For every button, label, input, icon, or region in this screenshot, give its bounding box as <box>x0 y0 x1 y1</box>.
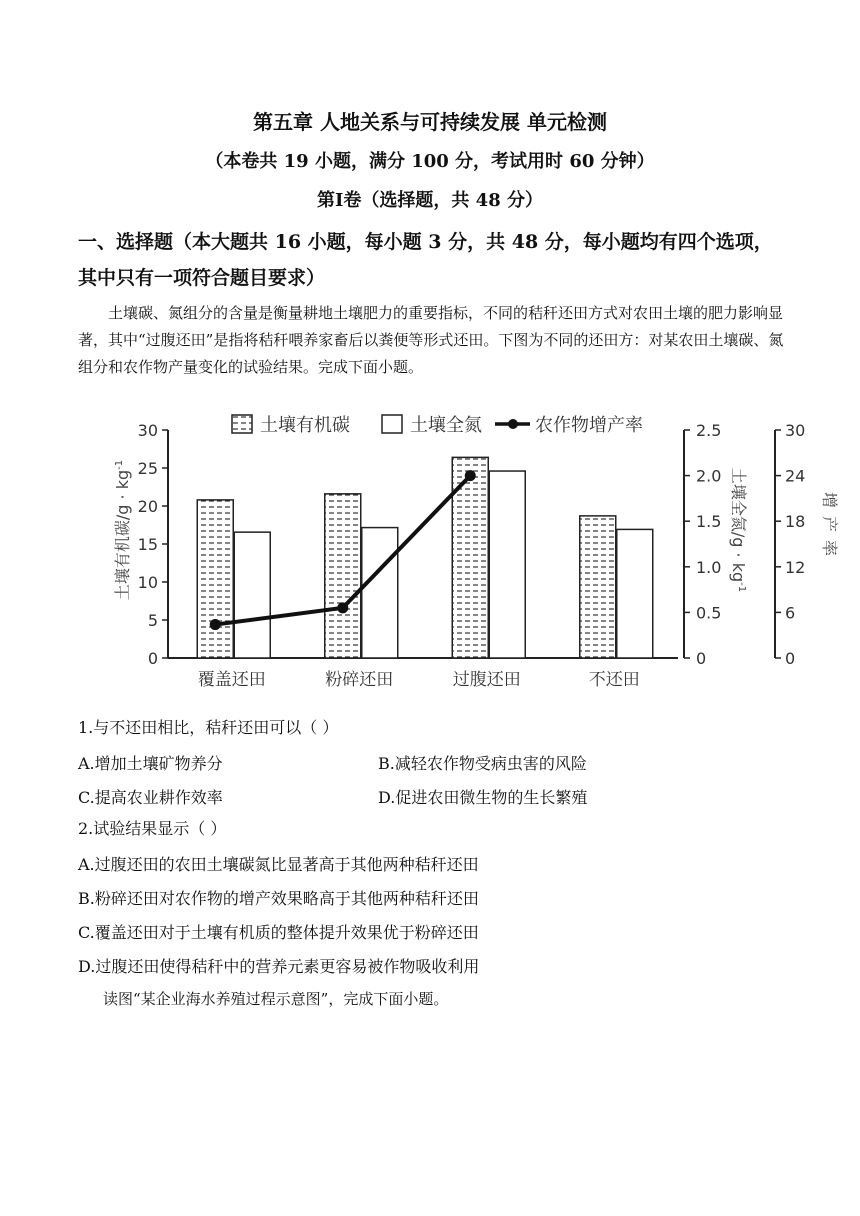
question-1-stem: 1.与不还田相比，秸秆还田可以（ ） <box>78 718 339 737</box>
question-2-stem: 2.试验结果显示（ ） <box>78 819 227 838</box>
left-tick-label: 30 <box>137 421 158 440</box>
left-tick-label: 25 <box>137 459 158 478</box>
bar-soil-total-nitrogen <box>489 471 525 658</box>
q2-option-b[interactable]: B.粉碎还田对农作物的增产效果略高于其他两种秸秆还田 <box>78 889 479 908</box>
middle-tick-label: 0.5 <box>696 603 722 623</box>
right-axis-label-char: 产 <box>820 515 839 533</box>
x-category-label: 过腹还田 <box>452 670 521 690</box>
q2-option-c[interactable]: C.覆盖还田对于土壤有机质的整体提升效果优于粉碎还田 <box>78 923 479 942</box>
legend-carbon-label: 土壤有机碳 <box>260 415 350 436</box>
left-axis-label: 土壤有机碳$/g \cdot kg^{-1}$ <box>113 459 132 601</box>
q1-option-b[interactable]: B.减轻农作物受病虫害的风险 <box>378 754 587 773</box>
middle-tick-label: 2.5 <box>696 421 722 440</box>
left-tick-label: 0 <box>147 649 158 668</box>
exam-info: （本卷共 19 小题，满分 100 分，考试用时 60 分钟） <box>205 151 655 172</box>
right-tick-label: 0 <box>785 649 796 668</box>
right-tick-label: 30 <box>785 421 806 440</box>
yield-rate-point <box>337 602 348 613</box>
page-title: 第五章 人地关系与可持续发展 单元检测 <box>253 110 607 134</box>
q1-option-a[interactable]: A.增加土壤矿物养分 <box>78 754 223 773</box>
right-tick-label: 6 <box>785 603 796 623</box>
middle-tick-label: 1.0 <box>696 557 722 577</box>
part-title: 第Ⅰ卷（选择题，共 48 分） <box>316 190 543 211</box>
yield-rate-point <box>210 619 221 630</box>
yield-rate-point <box>465 470 476 481</box>
next-intro: 读图“某企业海水养殖过程示意图”，完成下面小题。 <box>103 990 449 1008</box>
bar-soil-organic-carbon <box>325 494 361 658</box>
right-axis-label-char: 增 <box>820 491 839 509</box>
left-tick-label: 15 <box>137 535 158 554</box>
legend-rate-marker <box>508 419 518 429</box>
intro-paragraph: 土壤碳、氮组分的含量是衡量耕地土壤肥力的重要指标，不同的秸秆还田方式对农田土壤的肥力影响显著，其中“过腹还田”是指将秸秆喂养家畜后以粪便等形式还田。下图为不同的还田方：对某农田土壤碳、氮组分和农作物产量变化的试验结果。完成下面小题。 <box>78 304 784 376</box>
q2-option-a[interactable]: A.过腹还田的农田土壤碳氮比显著高于其他两种秸秆还田 <box>78 855 479 874</box>
legend-carbon-swatch <box>232 415 252 433</box>
bar-soil-organic-carbon <box>580 516 616 658</box>
right-axis-label-char: 率 <box>820 539 839 557</box>
legend-nitrogen-swatch <box>382 415 402 433</box>
q2-option-d[interactable]: D.过腹还田使得秸秆中的营养元素更容易被作物吸收利用 <box>78 957 480 976</box>
x-category-label: 粉碎还田 <box>325 670 394 690</box>
x-category-label: 不还田 <box>588 670 640 690</box>
legend-rate-label: 农作物增产率 <box>535 415 643 436</box>
section-heading: 一、选择题（本大题共 16 小题，每小题 3 分，共 48 分，每小题均有四个选项，其中只有一项符合题目要求） <box>78 231 773 289</box>
middle-tick-label: 1.5 <box>696 512 722 532</box>
q1-option-c[interactable]: C.提高农业耕作效率 <box>78 788 223 807</box>
x-category-label: 覆盖还田 <box>197 670 266 690</box>
left-tick-label: 20 <box>137 497 158 516</box>
middle-axis-label: 土壤全氮$/g \cdot kg^{-1}$ <box>729 467 748 593</box>
bar-soil-total-nitrogen <box>362 528 398 658</box>
left-tick-label: 5 <box>147 611 158 630</box>
bar-soil-organic-carbon <box>197 500 233 658</box>
right-tick-label: 12 <box>785 557 806 577</box>
middle-tick-label: 0 <box>696 649 707 668</box>
left-tick-label: 10 <box>137 573 158 592</box>
bar-soil-total-nitrogen <box>234 532 270 658</box>
right-tick-label: 18 <box>785 512 806 532</box>
q1-option-d[interactable]: D.促进农田微生物的生长繁殖 <box>378 788 588 807</box>
bar-soil-total-nitrogen <box>617 529 653 658</box>
legend-nitrogen-label: 土壤全氮 <box>410 415 482 436</box>
right-tick-label: 24 <box>785 466 806 486</box>
middle-tick-label: 2.0 <box>696 466 722 486</box>
